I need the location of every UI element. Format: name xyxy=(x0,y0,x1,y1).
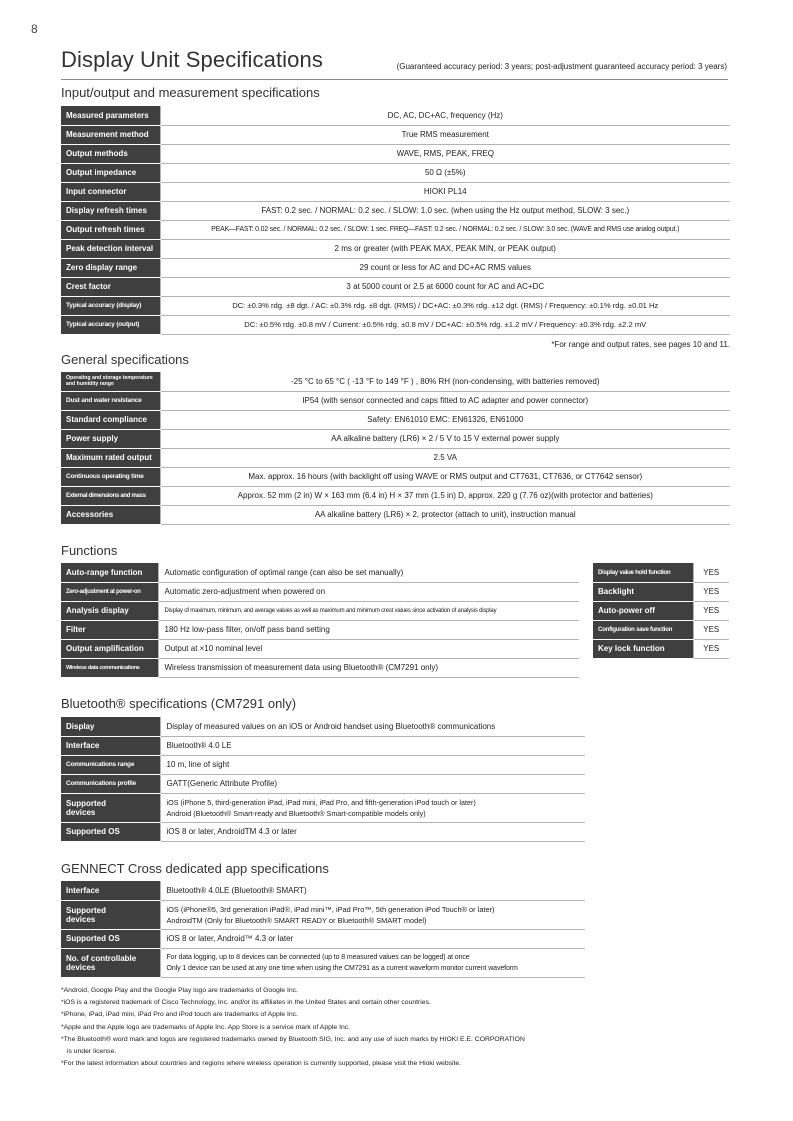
row-value: Approx. 52 mm (2 in) W × 163 mm (6.4 in) H × 37 mm (1.5 in) D, approx. 220 g (7.76 oz)(with protector and batteries) xyxy=(160,486,730,505)
general-section-heading: General specifications xyxy=(61,352,189,367)
table-row xyxy=(61,182,730,201)
row-value: 2.5 VA xyxy=(160,448,730,467)
row-label: Supported OS xyxy=(61,822,160,841)
row-value: iOS 8 or later, AndroidTM 4.3 or later xyxy=(160,822,585,841)
bluetooth-section-heading: Bluetooth® specifications (CM7291 only) xyxy=(61,696,297,711)
general-spec-table xyxy=(61,372,730,525)
row-value: FAST: 0.2 sec. / NORMAL: 0.2 sec. / SLOW: 1.0 sec. (when using the Hz output method, SLOW: 3 sec.) xyxy=(160,201,730,220)
row-value: 10 m, line of sight xyxy=(160,755,585,774)
row-label: Auto-range function xyxy=(61,563,158,582)
row-value: 50 Ω (±5%) xyxy=(160,163,730,182)
table-row xyxy=(61,822,585,841)
row-label: Continuous operating time xyxy=(61,467,160,486)
row-value: 29 count or less for AC and DC+AC RMS values xyxy=(160,258,730,277)
row-value: YES xyxy=(693,563,729,582)
row-value: DC: ±0.3% rdg. ±8 dgt. / AC: ±0.3% rdg. ±8 dgt. (RMS) / DC+AC: ±0.3% rdg. ±12 dgt. (RMS) / Frequency: ±0.1% rdg. ±0.01 Hz xyxy=(160,296,730,315)
footnote: *Android, Google Play and the Google Play logo are trademarks of Google Inc. xyxy=(61,987,298,994)
row-label: Communications range xyxy=(61,755,160,774)
table-row xyxy=(61,239,730,258)
row-value: AA alkaline battery (LR6) × 2, protector (attach to unit), instruction manual xyxy=(160,505,730,524)
page-title: Display Unit Specifications xyxy=(61,47,323,72)
row-value: iOS 8 or later, Android™ 4.3 or later xyxy=(160,929,585,948)
range-output-note: *For range and output rates, see pages 10 and 11. xyxy=(551,340,730,349)
row-label: Interface xyxy=(61,881,160,900)
row-value: YES xyxy=(693,601,729,620)
table-row xyxy=(61,201,730,220)
row-value: Wireless transmission of measurement data using Bluetooth® (CM7291 only) xyxy=(158,658,579,677)
row-label: Output refresh times xyxy=(61,220,160,239)
functions-table xyxy=(61,563,579,678)
row-value: DC: ±0.5% rdg. ±0.8 mV / Current: ±0.5% rdg. ±0.8 mV / DC+AC: ±0.5% rdg. ±1.2 mV / Frequency: ±0.3% rdg. ±2.2 mV xyxy=(160,315,730,334)
table-row xyxy=(61,277,730,296)
row-value xyxy=(160,948,585,977)
table-row xyxy=(593,582,729,601)
table-row xyxy=(61,372,730,391)
row-label: Key lock function xyxy=(593,639,693,658)
title-divider xyxy=(61,79,728,80)
row-value: True RMS measurement xyxy=(160,125,730,144)
row-label: Filter xyxy=(61,620,158,639)
row-value: PEAK—FAST: 0.02 sec. / NORMAL: 0.2 sec. / SLOW: 1 sec. FREQ—FAST: 0.2 sec. / NORMAL: 0.2 sec. / SLOW: 3.0 sec. (WAVE and RMS use analog output.) xyxy=(160,220,730,239)
row-value-line: For data logging, up to 8 devices can be connected (up to 8 measured values can be logged) at once xyxy=(166,953,470,961)
row-value: Display of measured values on an iOS or Android handset using Bluetooth® communications xyxy=(160,717,585,736)
row-label: Typical accuracy (display) xyxy=(61,296,160,315)
row-value: Automatic configuration of optimal range (can also be set manually) xyxy=(158,563,579,582)
row-label: Zero-adjustment at power-on xyxy=(61,582,158,601)
row-label: Standard compliance xyxy=(61,410,160,429)
row-value: Output at ×10 nominal level xyxy=(158,639,579,658)
row-label: Display xyxy=(61,717,160,736)
gennect-section-heading: GENNECT Cross dedicated app specifications xyxy=(61,861,329,876)
row-label: Output methods xyxy=(61,144,160,163)
table-row xyxy=(61,881,585,900)
row-value: YES xyxy=(693,620,729,639)
table-row xyxy=(593,639,729,658)
table-row xyxy=(61,429,730,448)
row-value: IP54 (with sensor connected and caps fitted to AC adapter and power connector) xyxy=(160,391,730,410)
table-row xyxy=(61,220,730,239)
row-value: YES xyxy=(693,639,729,658)
table-row xyxy=(61,620,579,639)
table-row xyxy=(61,563,579,582)
row-label: Backlight xyxy=(593,582,693,601)
table-row xyxy=(61,948,585,977)
row-label: Configuration save function xyxy=(593,620,693,639)
row-label: Peak detection interval xyxy=(61,239,160,258)
row-label: No. of controllable devices xyxy=(61,948,160,977)
table-row xyxy=(61,658,579,677)
table-row xyxy=(61,582,579,601)
table-row xyxy=(593,563,729,582)
table-row xyxy=(61,315,730,334)
row-value: GATT(Generic Attribute Profile) xyxy=(160,774,585,793)
io-spec-table xyxy=(61,106,730,335)
row-value xyxy=(160,793,585,822)
page-number: 8 xyxy=(31,22,38,36)
table-row xyxy=(61,929,585,948)
row-value-line: AndroidTM (Only for Bluetooth® SMART READY or Bluetooth® SMART model) xyxy=(166,915,427,925)
row-value xyxy=(160,900,585,929)
gennect-spec-table xyxy=(61,881,585,978)
row-value: Max. approx. 16 hours (with backlight off using WAVE or RMS output and CT7631, CT7636, or CT7642 sensor) xyxy=(160,467,730,486)
table-row xyxy=(61,410,730,429)
row-label: Output amplification xyxy=(61,639,158,658)
trademark-footnotes xyxy=(61,985,741,1070)
table-row xyxy=(61,601,579,620)
row-label: Interface xyxy=(61,736,160,755)
table-row xyxy=(61,144,730,163)
row-label: Dust and water resistance xyxy=(61,391,160,410)
row-label: Supported devices xyxy=(61,793,160,822)
functions-section-heading: Functions xyxy=(61,543,118,558)
row-label: Maximum rated output xyxy=(61,448,160,467)
row-value: AA alkaline battery (LR6) × 2 / 5 V to 15 V external power supply xyxy=(160,429,730,448)
footnote: is under license. xyxy=(67,1048,117,1056)
row-value-line: iOS (iPhone®5, 3rd generation iPad®, iPad mini™, iPad Pro™, 5th generation iPod Touch® or later) xyxy=(166,904,495,914)
row-value: Bluetooth® 4.0LE (Bluetooth® SMART) xyxy=(160,881,585,900)
footnote: *iPhone, iPad, iPad mini, iPad Pro and iPod touch are trademarks of Apple Inc. xyxy=(61,1011,298,1019)
row-value: WAVE, RMS, PEAK, FREQ xyxy=(160,144,730,163)
row-value: HIOKI PL14 xyxy=(160,182,730,201)
row-value: YES xyxy=(693,582,729,601)
table-row xyxy=(61,793,585,822)
footnote: *The Bluetooth® word mark and logos are registered trademarks owned by Bluetooth SIG, Inc. and any use of such marks by HIOKI E.E. CORPORATION xyxy=(61,1035,525,1043)
table-row xyxy=(61,900,585,929)
row-value: Safety: EN61010 EMC: EN61326, EN61000 xyxy=(160,410,730,429)
row-label: Typical accuracy (output) xyxy=(61,315,160,334)
accuracy-period-note: (Guaranteed accuracy period: 3 years; post-adjustment guaranteed accuracy period: 3 years) xyxy=(396,62,727,71)
row-label: Display value hold function xyxy=(593,563,693,582)
row-label: Measured parameters xyxy=(61,106,160,125)
row-label: Measurement method xyxy=(61,125,160,144)
row-value: Automatic zero-adjustment when powered on xyxy=(158,582,579,601)
bluetooth-spec-table xyxy=(61,717,585,842)
table-row xyxy=(61,736,585,755)
row-label: Display refresh times xyxy=(61,201,160,220)
row-label: Accessories xyxy=(61,505,160,524)
row-label: Crest factor xyxy=(61,277,160,296)
functions-side-table xyxy=(593,563,729,659)
table-row xyxy=(61,258,730,277)
row-label: Wireless data communications xyxy=(61,658,158,677)
row-label: Input connector xyxy=(61,182,160,201)
footnote: *iOS is a registered trademark of Cisco Technology, Inc. and/or its affiliates in the United States and certain other countries. xyxy=(61,999,431,1007)
table-row xyxy=(61,717,585,736)
table-row xyxy=(61,448,730,467)
table-row xyxy=(61,296,730,315)
row-label: Zero display range xyxy=(61,258,160,277)
table-row xyxy=(61,505,730,524)
row-value: Bluetooth® 4.0 LE xyxy=(160,736,585,755)
row-label: Operating and storage temperature and humidity range xyxy=(61,372,160,391)
table-row xyxy=(61,486,730,505)
io-section-heading: Input/output and measurement specifications xyxy=(61,85,320,100)
row-value-line: Only 1 device can be used at any one time when using the CM7291 as a current waveform monitor current waveform xyxy=(166,964,518,972)
table-row xyxy=(61,106,730,125)
table-row xyxy=(61,391,730,410)
table-row xyxy=(61,163,730,182)
row-label: Supported OS xyxy=(61,929,160,948)
row-label: Output impedance xyxy=(61,163,160,182)
row-value-line: Android (Bluetooth® Smart-ready and Bluetooth® Smart-compatible models only) xyxy=(166,808,426,818)
row-value: 3 at 5000 count or 2.5 at 6000 count for AC and AC+DC xyxy=(160,277,730,296)
table-row xyxy=(593,620,729,639)
row-value-line: iOS (iPhone 5, third-generation iPad, iPad mini, iPad Pro, and fifth-generation iPod touch or later) xyxy=(166,797,476,807)
row-value: 180 Hz low-pass filter, on/off pass band setting xyxy=(158,620,579,639)
row-value: 2 ms or greater (with PEAK MAX, PEAK MIN, or PEAK output) xyxy=(160,239,730,258)
row-label: Analysis display xyxy=(61,601,158,620)
table-row xyxy=(61,755,585,774)
table-row xyxy=(61,467,730,486)
footnote: *Apple and the Apple logo are trademarks of Apple Inc. App Store is a service mark of Apple Inc. xyxy=(61,1023,351,1031)
table-row xyxy=(61,125,730,144)
footnote: *For the latest information about countries and regions where wireless operation is currently supported, please visit the Hioki website. xyxy=(61,1060,462,1068)
table-row xyxy=(593,601,729,620)
table-row xyxy=(61,774,585,793)
row-label: External dimensions and mass xyxy=(61,486,160,505)
row-label: Communications profile xyxy=(61,774,160,793)
table-row xyxy=(61,639,579,658)
row-value: Display of maximum, minimum, and average values as well as maximum and minimum crest values since activation of analysis display xyxy=(158,601,579,620)
row-value: DC, AC, DC+AC, frequency (Hz) xyxy=(160,106,730,125)
row-label: Supported devices xyxy=(61,900,160,929)
row-value: -25 °C to 65 °C ( -13 °F to 149 °F ) , 80% RH (non-condensing, with batteries removed) xyxy=(160,372,730,391)
row-label: Auto-power off xyxy=(593,601,693,620)
row-label: Power supply xyxy=(61,429,160,448)
